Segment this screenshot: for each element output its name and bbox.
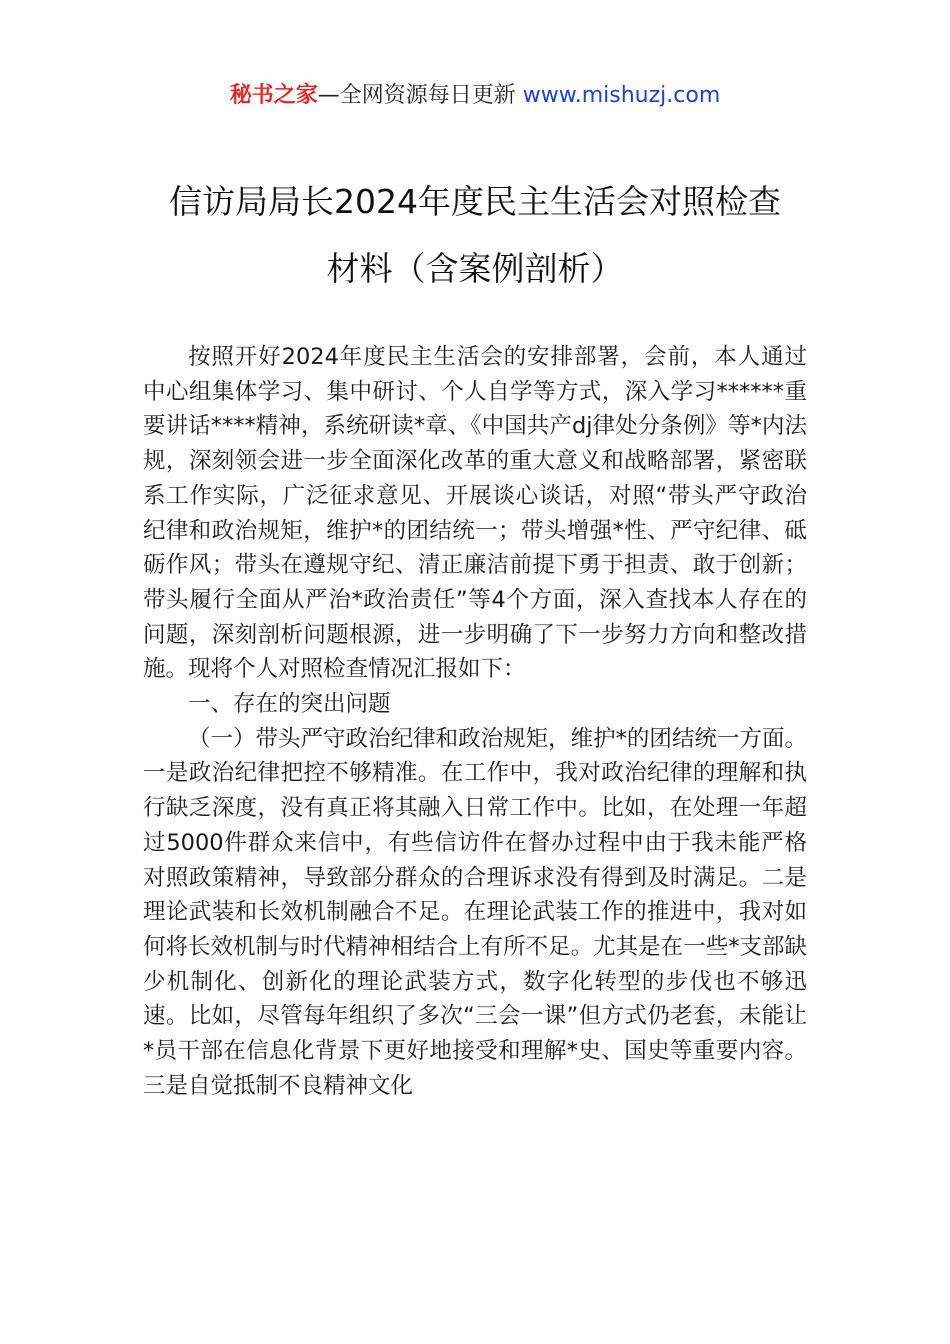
section-heading: 一、存在的突出问题	[188, 691, 391, 718]
banner-url[interactable]: www.mishuzj.com	[522, 83, 721, 108]
intro-paragraph: 按照开好2024年度民主生活会的安排部署，会前，本人通过中心组集体学习、集中研讨、个人自学等方式，深入学习******重要讲话****精神，系统研读*章、《中国共产dj律处分条例》等*内法规，深刻领会进一步全面深化改革的重大意义和战略部署，紧密联系工作实际，广泛征求意见、开展谈心谈话，对照“带头严守政治纪律和政治规矩，维护*的团结统一；带头增强*性、严守纪律、砥砺作风；带头在遵规守纪、清正廉洁前提下勇于担责、敢于创新；带头履行全面从严治*政治责任”等4个方面，深入查找本人存在的问题，深刻剖析问题根源，进一步明确了下一步努力方向和整改措施。现将个人对照检查情况汇报如下：	[143, 344, 807, 683]
banner-slogan: —全网资源每日更新	[317, 83, 516, 108]
document-title-line1: 信访局局长2024年度民主生活会对照检查	[169, 182, 781, 221]
banner-brand: 秘书之家	[229, 83, 318, 108]
document-title-line2: 材料（含案例剖析）	[326, 249, 624, 288]
site-banner	[0, 80, 950, 112]
document-body	[143, 340, 807, 1103]
body-paragraph: （一）带头严守政治纪律和政治规矩，维护*的团结统一方面。一是政治纪律把控不够精准。在工作中，我对政治纪律的理解和执行缺乏深度，没有真正将其融入日常工作中。比如，在处理一年超过5000件群众来信中，有些信访件在督办过程中由于我未能严格对照政策精神，导致部分群众的合理诉求没有得到及时满足。二是理论武装和长效机制融合不足。在理论武装工作的推进中，我对如何将长效机制与时代精神相结合上有所不足。尤其是在一些*支部缺少机制化、创新化的理论武装方式，数字化转型的步伐也不够迅速。比如，尽管每年组织了多次“三会一课”但方式仍老套，未能让*员干部在信息化背景下更好地接受和理解*史、国史等重要内容。三是自觉抵制不良精神文化	[143, 725, 807, 1099]
